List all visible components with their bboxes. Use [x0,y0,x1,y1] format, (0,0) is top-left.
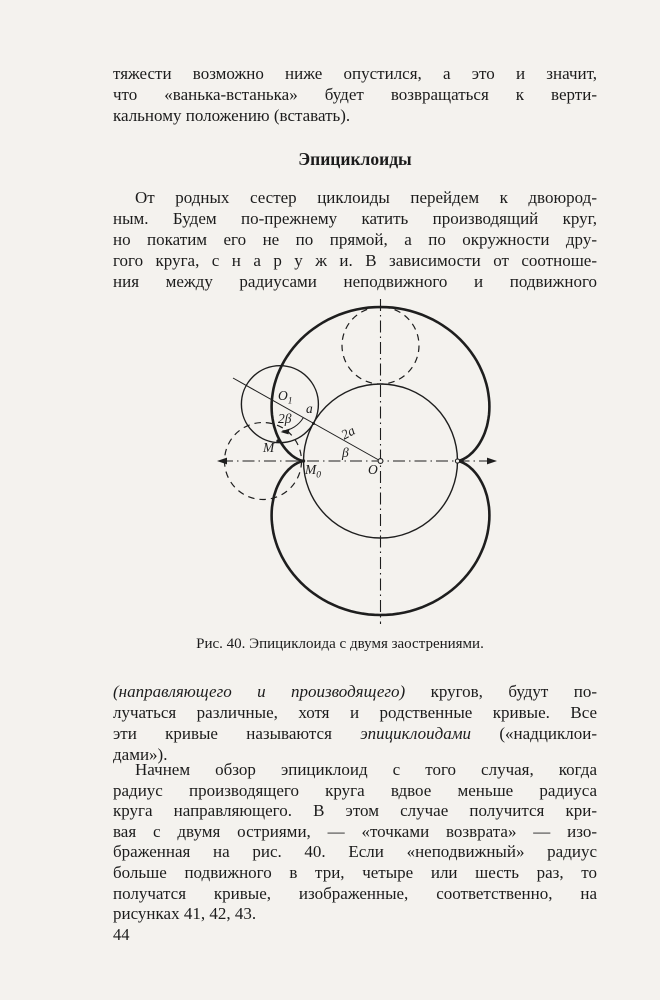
axis-arrow-right-icon [487,458,497,465]
paragraph-1 [113,63,597,126]
page-number: 44 [113,925,130,944]
label-2a: 2a [338,422,358,443]
text-line: получатся кривые, изображенные, соответственно, на [113,883,597,903]
label-2beta: 2β [278,411,292,426]
angle-arc-arrow-icon [281,429,290,435]
text-segment: кругов, будут по- [405,682,597,701]
text-segment: («надциклои- [471,724,597,743]
point-a-marker [312,422,315,425]
text-line: радиус производящего круга вдвое меньше радиуса [113,780,597,800]
paragraph-3 [113,681,597,765]
point-O-marker [378,459,383,464]
text-line: но покатим его не по прямой, а по окружности дру- [113,230,597,249]
label-beta: β [342,445,349,460]
text-line: вая с двумя остриями, — «точками возврата» — изо- [113,821,597,841]
text-line: рисунках 41, 42, 43. [113,904,257,924]
text-line: Начнем обзор эпициклоид с того случая, когда [135,760,597,779]
text-line [113,723,597,744]
center-line [233,378,381,461]
paragraph-2 [113,187,597,292]
text-line [113,681,597,702]
text-line: ным. Будем по-прежнему катить производящий круг, [113,209,597,228]
text-line: лучаться различные, хотя и родственные кривые. Все [113,703,597,722]
text-segment: эти кривые называются [113,724,361,743]
text-line: круга направляющего. В этом случае получится кри- [113,801,597,821]
point-M-marker [276,439,280,443]
section-heading: Эпициклоиды [298,149,412,169]
label-a: a [306,401,313,416]
label-O: O [368,462,378,477]
italic-emphasis: эпициклоидами [360,724,472,743]
text-line: кальному положению (вставать). [113,106,351,125]
text-line: браженная на рис. 40. Если «неподвижный» радиус [113,842,597,862]
italic-emphasis: (направляющего и производящего) [113,682,406,701]
text-line: дами»). [113,745,168,764]
text-line: гого круга, с н а р у ж и. В зависимости от соотноше- [113,251,597,270]
epicycloid-diagram [150,295,550,630]
text-line: что «ванька-встанька» будет возвращаться к верти- [113,85,597,104]
text-line: тяжести возможно ниже опустился, а это и значит, [113,64,597,83]
text-line: больше подвижного в три, четыре или шесть раз, то [113,862,597,882]
text-line: ния между радиусами неподвижного и подвижного [113,272,597,291]
axis-arrow-left-icon [217,458,227,465]
text-line: От родных сестер циклоиды перейдем к двоюрод- [135,188,597,207]
figure-caption: Рис. 40. Эпициклоида с двумя заострениями. [196,636,484,652]
label-O1: $O_1$ [278,388,293,407]
label-M: M [263,440,275,455]
point-right-cusp-marker [455,459,459,463]
paragraph-4 [113,760,597,925]
label-M0: $M_0$ [305,462,321,481]
figure-40 [150,295,550,635]
